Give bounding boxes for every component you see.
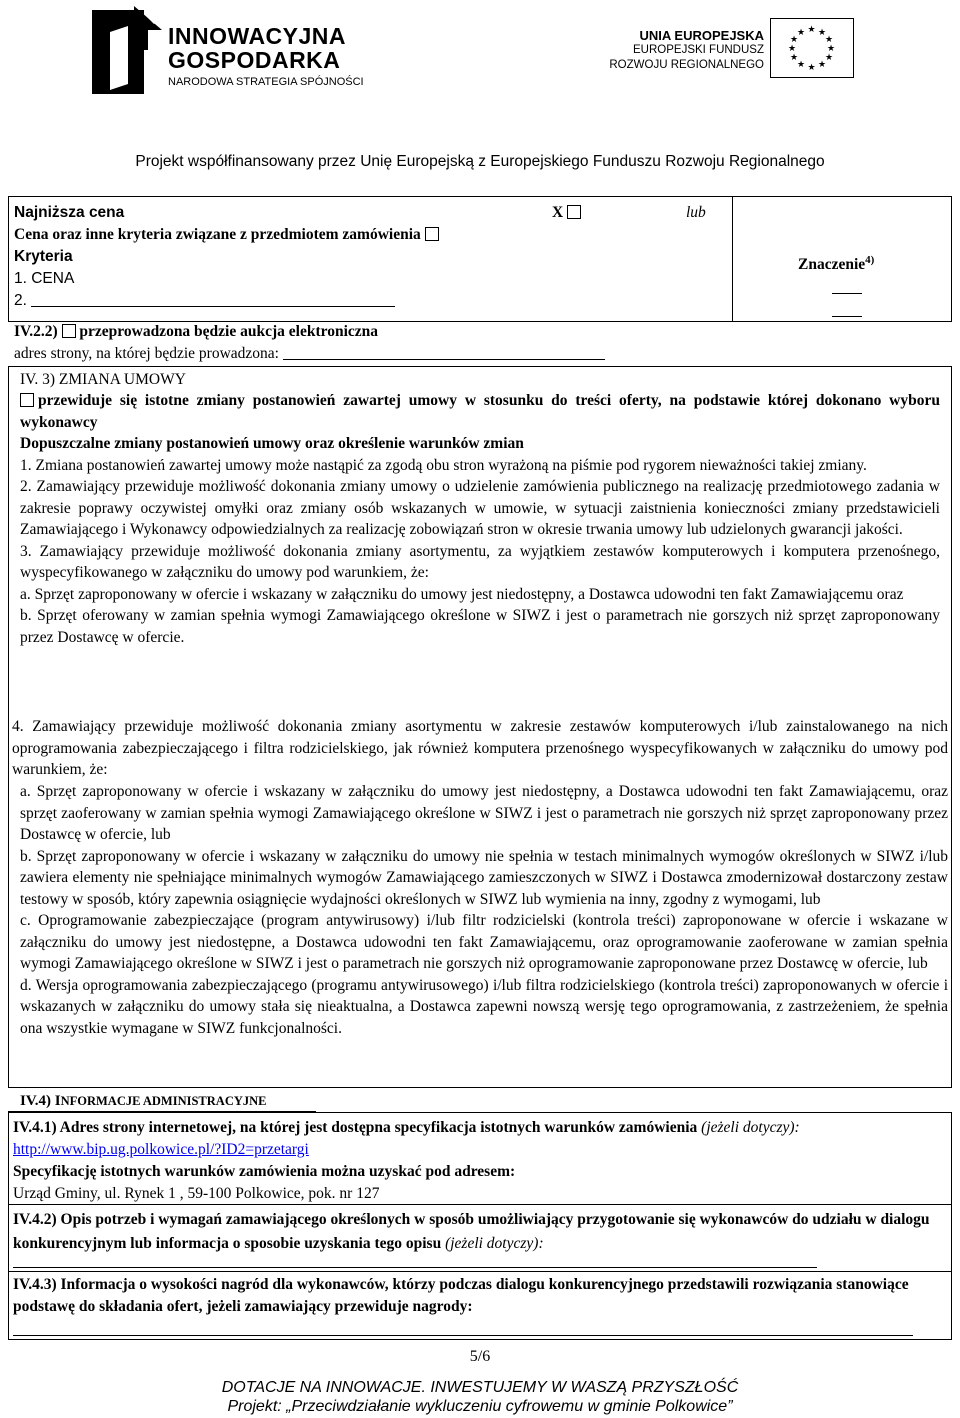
change-point-1: 1. Zmiana postanowień zawartej umowy może nastąpić za zgodą obu stron wyrażoną na piśmie pod rygorem nieważności takiej zmiany. — [20, 456, 867, 474]
admin-divider-2 — [8, 1271, 952, 1272]
page-number: 5/6 — [469, 1348, 491, 1365]
change-point-3b: b. Sprzęt oferowany w zamian spełnia wymogi Zamawiającego określone w SIWZ i jest o parametrach nie gorszych niż sprzęt zaproponowany przez Dostawcę w ofercie. — [20, 607, 940, 646]
svg-text:★: ★ — [824, 35, 834, 45]
lowest-price-mark: X — [552, 204, 564, 221]
svg-text:★: ★ — [817, 60, 827, 70]
changes-heading: IV. 3) ZMIANA UMOWY — [20, 371, 186, 388]
svg-text:★: ★ — [807, 63, 816, 73]
footer-project: Projekt: „Przeciwdziałanie wykluczeniu cyfrowemu w gminie Polkowice” — [227, 1398, 733, 1415]
significance-line-1 — [832, 293, 862, 294]
change-point-2: 2. Zamawiający przewiduje możliwość dokonania zmiany umowy o udzielenie zamówienia publicznego na realizację przedmiotowego zadania w zakresie poprawy oczywistej omyłki oraz zmiany osób wskazanych w umowie, w sytuacji zaistnienia konieczności zmiany przedstawicieli Zamawiającego i Wykonawcy odpowiedzialnych za realizację zobowiązań stron w okresie trwania umowy lub udzielonych gwarancji jakości. — [20, 478, 940, 538]
svg-text:★: ★ — [787, 44, 797, 54]
change-point-4b: b. Sprzęt zaproponowany w ofercie i wskazany w załączniku do umowy nie spełnia w testach minimalnych wymogów określonych w SIWZ i/lub zawiera elementy nie spełniające minimalnych wymogów Zamawiającego zamieszczonych w SIWZ i Dostawca zmodernizował dostarczony zestaw testowy w sposób, który zapewnia osiągnięcie wydajności określonych w SIWZ lub wymienia na inny, zgodny z wymogami, lub — [20, 847, 948, 908]
significance-footnote: 4) — [865, 254, 875, 266]
eu-line-3: ROZWOJU REGIONALNEGO — [609, 59, 764, 71]
eu-logo-text — [604, 28, 764, 73]
logo-line-1: INNOWACYJNA — [168, 23, 347, 49]
spec-address-label: IV.4.1) Adres strony internetowej, na której jest dostępna specyfikacja istotnych warunków zamówienia — [13, 1119, 698, 1136]
changes-checkbox[interactable] — [20, 393, 34, 407]
allowed-changes-label: Dopuszczalne zmiany postanowień umowy oraz określenie warunków zmian — [20, 435, 524, 452]
dialog-needs-answer-line[interactable] — [13, 1267, 817, 1268]
or-label: lub — [686, 204, 706, 221]
svg-text:★: ★ — [796, 60, 806, 70]
auction-address-field[interactable] — [283, 359, 605, 360]
svg-text:★: ★ — [807, 25, 816, 35]
dialog-needs-label: IV.4.2) Opis potrzeb i wymagań zamawiającego określonych w sposób umożliwiający przygotowanie się wykonawców do udziału w dialogu konkurencyjnym lub informacja o sposobie uzyskania tego opisu — [13, 1211, 930, 1252]
svg-text:★: ★ — [817, 28, 827, 38]
auction-address-label: adres strony, na której będzie prowadzona: — [14, 345, 279, 362]
lowest-price-checkbox[interactable] — [567, 205, 581, 219]
criteria-item-1: 1. CENA — [14, 270, 75, 287]
spec-address-note: (jeżeli dotyczy): — [701, 1119, 800, 1136]
auction-text: przeprowadzona będzie aukcja elektroniczna — [79, 323, 379, 340]
eu-line-1: UNIA EUROPEJSKA — [639, 28, 764, 43]
svg-text:★: ★ — [796, 28, 806, 38]
admin-heading-prefix: IV.4) I — [20, 1093, 61, 1109]
price-other-label: Cena oraz inne kryteria związane z przedmiotem zamówienia — [14, 226, 421, 243]
spec-obtain-address: Urząd Gminy, ul. Rynek 1 , 59-100 Polkowice, pok. nr 127 — [13, 1185, 380, 1202]
project-cofinancing-line: Projekt współfinansowany przez Unię Europejską z Europejskiego Funduszu Rozwoju Regionalnego — [135, 153, 825, 170]
admin-heading-rest: NFORMACJE ADMINISTRACYJNE — [60, 1094, 267, 1108]
dialog-needs-note: (jeżeli dotyczy): — [445, 1235, 544, 1252]
logo-line-2: GOSPODARKA — [168, 47, 341, 73]
footer-slogan: DOTACJE NA INNOWACJE. INWESTUJEMY W WASZĄ PRZYSZŁOŚĆ — [221, 1379, 739, 1396]
eu-line-2: EUROPEJSKI FUNDUSZ — [633, 44, 764, 56]
criteria-divider — [732, 196, 733, 322]
changes-checkbox-text: przewiduje się istotne zmiany postanowień zawartej umowy w stosunku do treści oferty, na podstawie której dokonano wyboru wykonawcy — [20, 392, 940, 431]
prizes-answer-line[interactable] — [13, 1335, 913, 1336]
innowacyjna-gospodarka-logo — [88, 6, 388, 102]
svg-text:★: ★ — [789, 35, 799, 45]
change-point-3: 3. Zamawiający przewiduje możliwość dokonania zmiany asortymentu, za wyjątkiem zestawów komputerowych i komputera przenośnego, wyspecyfikowanego w załączniku do umowy pod warunkiem, że: — [20, 542, 940, 581]
change-point-3a: a. Sprzęt zaproponowany w ofercie i wskazany w załączniku do umowy jest niedostępny, a Dostawca udowodni ten fakt Zamawiającemu oraz — [20, 585, 904, 603]
criteria-item-2-line[interactable] — [31, 306, 395, 307]
change-point-4c: c. Oprogramowanie zabezpieczające (program antywirusowy) i/lub filtr rodzicielski (kontrola treści) zaproponowane w ofercie i wskazane w załączniku do umowy jest niedostępne, a Dostawca udowodni ten fakt Zamawiającemu, oraz oprogramowanie zaoferowane w zamian spełnia wymogi Zamawiającego określone w SIWZ i jest o parametrach nie gorszych niż oprogramowanie zaproponowane przez Dostawcę w ofercie, lub — [20, 912, 948, 972]
svg-text:★: ★ — [824, 53, 834, 63]
logo-line-3: NARODOWA STRATEGIA SPÓJNOŚCI — [168, 76, 364, 88]
significance-label: Znaczenie — [798, 256, 866, 274]
change-point-4a: a. Sprzęt zaproponowany w ofercie i wskazany w załączniku do umowy jest niedostępny, a Dostawca udowodni ten fakt Zamawiającemu, oraz sprzęt zaoferowany w zamian spełnia wymogi Zamawiającego określone w SIWZ i jest o parametrach nie gorszych niż sprzęt zaproponowany przez Dostawcę w ofercie, lub — [20, 783, 948, 843]
significance-header — [798, 254, 874, 274]
admin-heading — [20, 1093, 267, 1110]
eu-flag-icon — [770, 18, 854, 78]
significance-line-2 — [832, 316, 862, 317]
change-point-4: 4. Zamawiający przewiduje możliwość dokonania zmiany asortymentu w zakresie zestawów komputerowych i/lub zainstalowanego na nich oprogramowania zabezpieczającego i filtra rodzicielskiego, jak również komputera przenośnego wyspecyfikowanych w załączniku do umowy pod warunkiem, że: — [12, 718, 948, 778]
criteria-item-2: 2. — [14, 292, 27, 309]
auction-label: IV.2.2) — [14, 323, 58, 340]
logo-mark-icon — [88, 6, 168, 102]
price-other-checkbox[interactable] — [425, 227, 439, 241]
criteria-label: Kryteria — [14, 248, 73, 265]
auction-checkbox[interactable] — [62, 324, 76, 338]
prizes-label: IV.4.3) Informacja o wysokości nagród dla wykonawców, którzy podczas dialogu konkurencyjnego przedstawili rozwiązania stanowiące podstawę do składania ofert, jeżeli zamawiający przewiduje nagrody: — [13, 1276, 909, 1315]
svg-text:★: ★ — [789, 53, 799, 63]
spec-obtain-label: Specyfikację istotnych warunków zamówienia można uzyskać pod adresem: — [13, 1163, 516, 1180]
spec-address-link[interactable]: http://www.bip.ug.polkowice.pl/?ID2=przetargi — [13, 1141, 309, 1158]
lowest-price-label: Najniższa cena — [14, 204, 125, 221]
svg-text:★: ★ — [826, 44, 836, 54]
change-point-4d: d. Wersja oprogramowania zabezpieczającego (programu antywirusowego) i/lub filtra rodzicielskiego (kontrola treści) zaproponowanych w ofercie i wskazanych w załączniku do umowy stała się nieaktualna, a Dostawca zapewni nowszą wersję tego oprogramowania, z zastrzeżeniem, że spełnia ona wszystkie wymagane w SIWZ funkcjonalności. — [20, 976, 948, 1037]
